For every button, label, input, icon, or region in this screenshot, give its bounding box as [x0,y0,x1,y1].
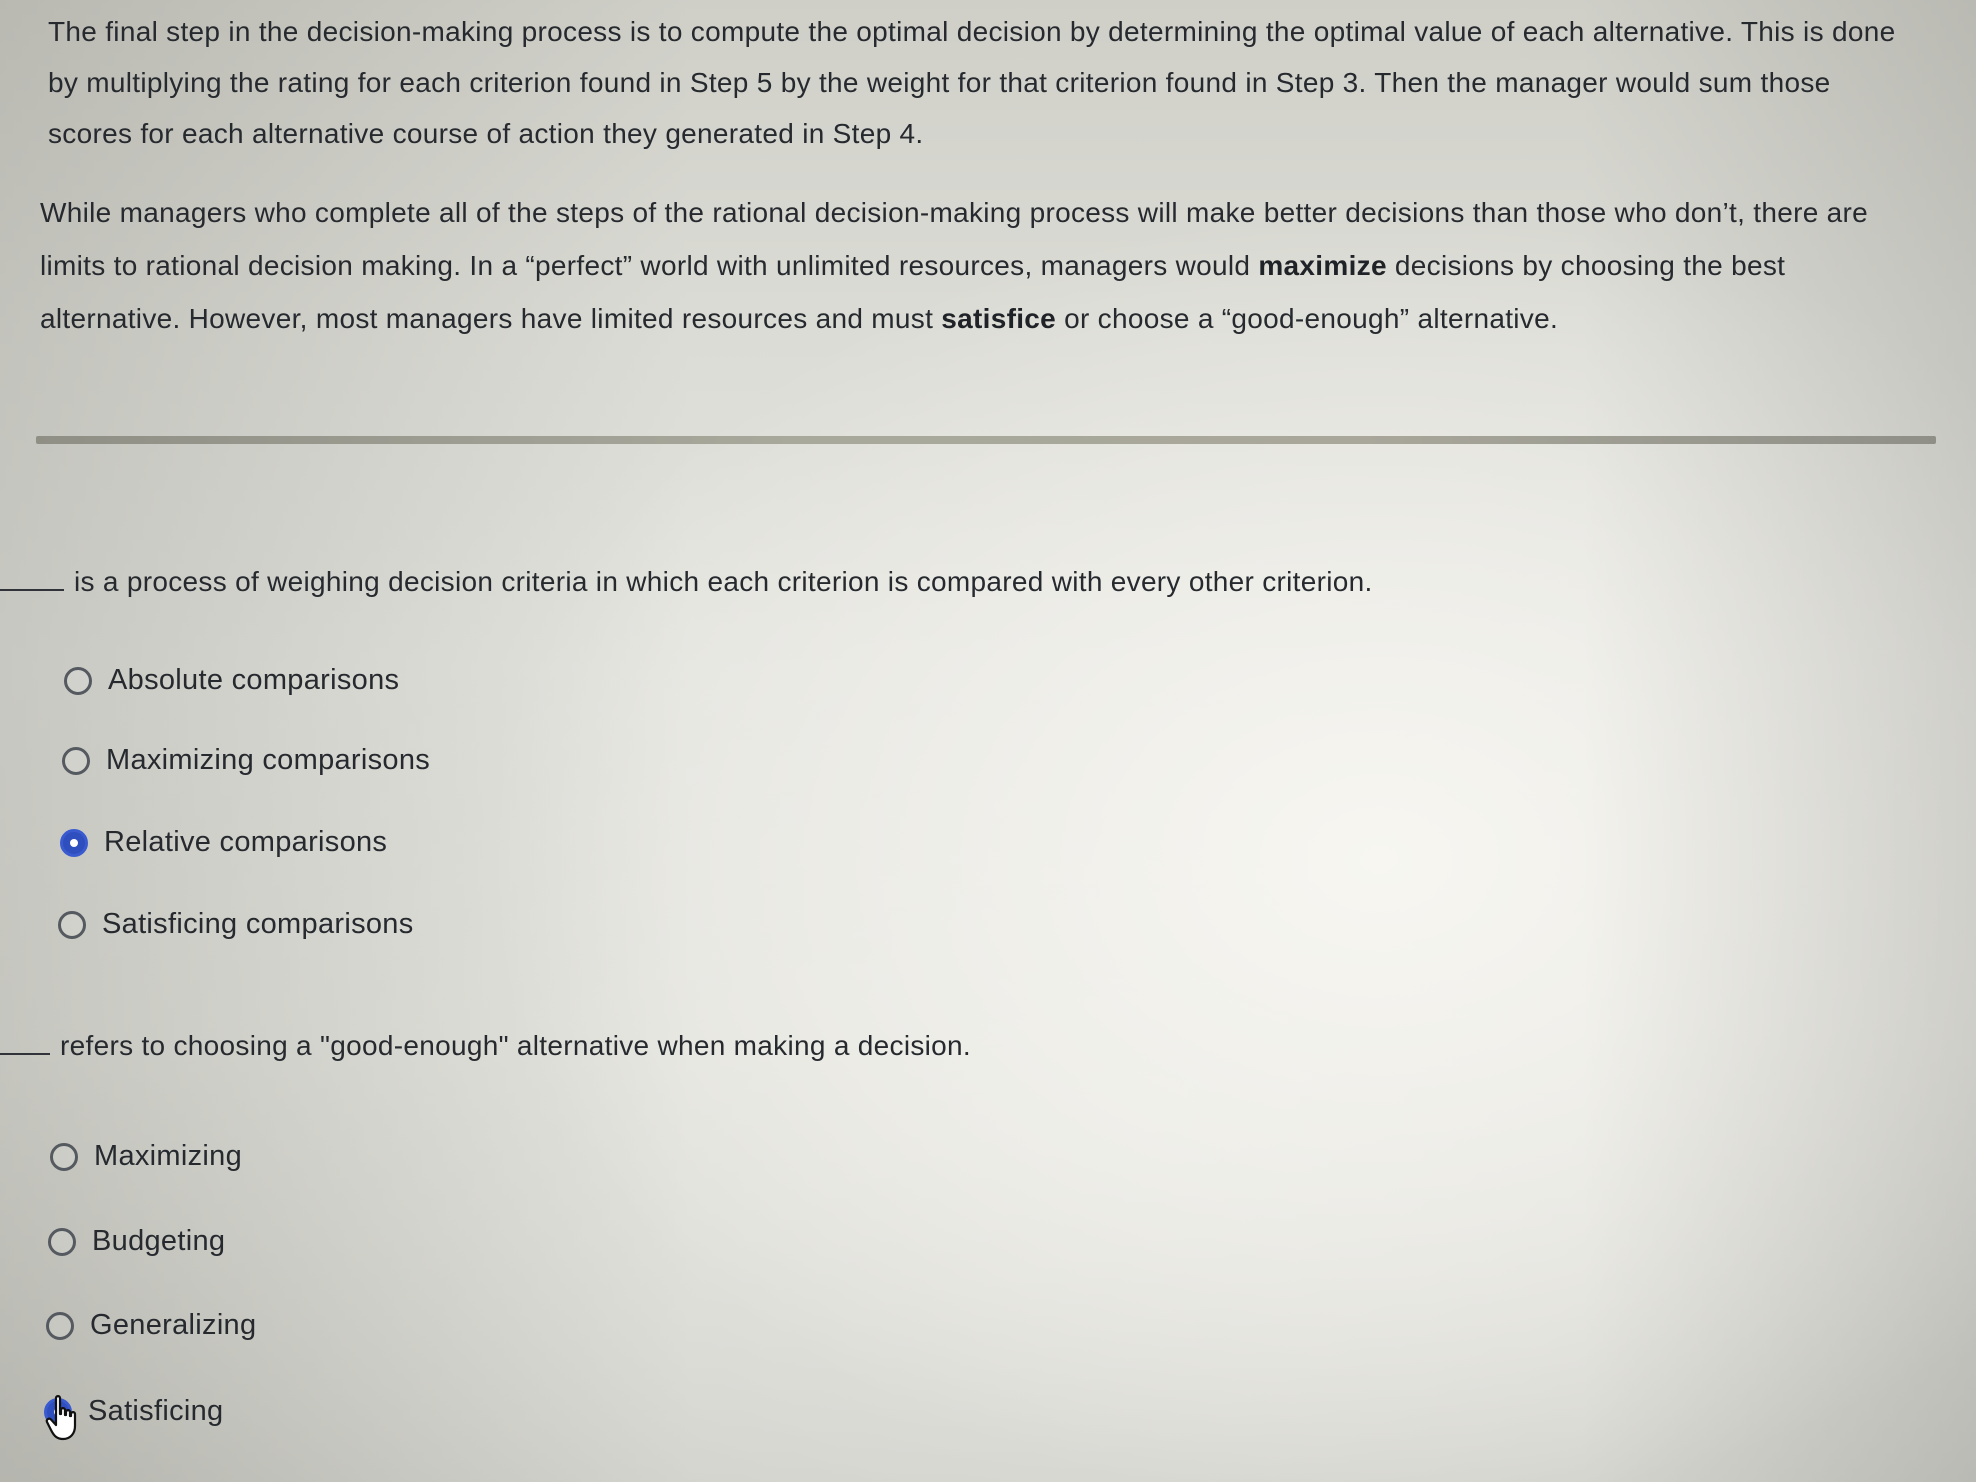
radio-button[interactable] [62,747,90,775]
passage-text: decisions by choosing the best alternative. However, most managers have limited resources and must [40,250,1786,334]
passage-text: While managers who complete all of the steps of the rational decision-making process will make better decisions than those who don’t, there are limits to rational decision making. In a “perfect” world with unlimited resources, managers would [40,197,1869,281]
radio-button[interactable] [50,1143,78,1171]
option-label: Maximizing comparisons [106,744,431,776]
keyword-maximize: maximize [1258,250,1387,281]
radio-button[interactable] [58,911,86,939]
passage-paragraph-1: The final step in the decision-making process is to compute the optimal decision by determining the optimal value of each alternative. This is done by multiplying the rating for each criterion found in Step 5 by the weight for that criterion found in Step 3. Then the manager would sum those scores for each alternative course of action they generated in Step 4. [48,16,1896,149]
question-2-prompt [0,1030,971,1062]
option-satisficing-comparisons[interactable] [58,908,414,941]
question-1-text: is a process of weighing decision criteria in which each criterion is compared with every other criterion. [74,566,1373,597]
option-label: Satisficing comparisons [102,908,414,940]
question-2-text: refers to choosing a "good-enough" alternative when making a decision. [60,1030,971,1061]
option-label: Generalizing [90,1309,257,1341]
passage-paragraph-2 [40,186,1910,345]
hand-pointer-icon [44,1394,84,1442]
option-relative-comparisons[interactable] [60,826,387,859]
option-label: Relative comparisons [104,826,388,858]
keyword-satisfice: satisfice [941,303,1057,334]
fill-in-blank [0,589,64,591]
option-maximizing-comparisons[interactable] [62,744,430,777]
option-label: Absolute comparisons [108,664,400,696]
option-absolute-comparisons[interactable] [64,664,399,697]
passage-text: or choose a “good-enough” alternative. [1056,303,1559,334]
option-maximizing[interactable] [50,1140,242,1173]
option-label: Satisficing [88,1395,224,1427]
option-label: Budgeting [92,1225,226,1257]
radio-button[interactable] [64,667,92,695]
fill-in-blank [0,1053,50,1055]
option-budgeting[interactable] [48,1225,225,1258]
radio-button-selected[interactable] [60,829,88,857]
option-generalizing[interactable] [46,1309,256,1342]
section-divider [36,436,1936,444]
option-label: Maximizing [94,1140,243,1172]
question-1-prompt [0,566,1373,598]
radio-button[interactable] [46,1312,74,1340]
radio-button[interactable] [48,1228,76,1256]
